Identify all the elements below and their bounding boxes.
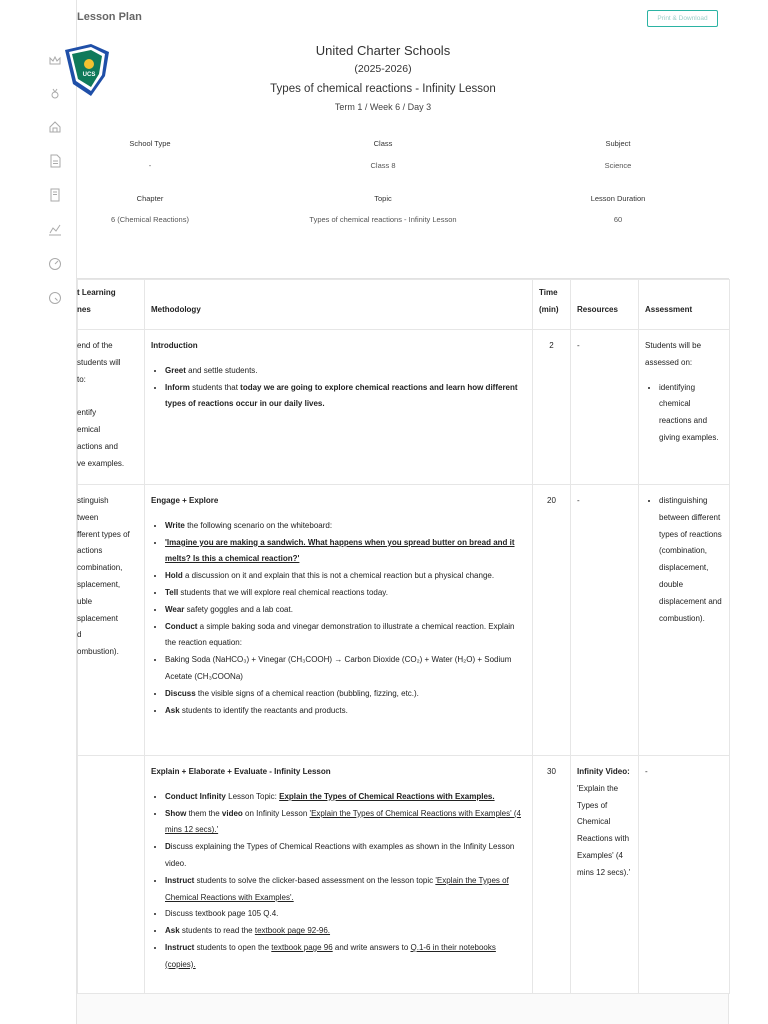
header-methodology: Methodology <box>145 280 533 330</box>
term-week-day: Term 1 / Week 6 / Day 3 <box>334 102 432 112</box>
print-download-button[interactable]: Print & Download <box>647 10 718 27</box>
school-type-value: - <box>148 161 152 170</box>
lesson-topic-link[interactable]: Explain the Types of Chemical Reactions with Examples. <box>279 791 495 801</box>
lesson-plan-table <box>77 279 730 994</box>
table-header-row <box>78 280 730 330</box>
assessment-cell <box>639 485 730 756</box>
header-outcomes: t Learning nes <box>78 280 145 330</box>
sidebar <box>0 0 77 1024</box>
lesson-table-wrap <box>77 279 729 994</box>
list-item: • Discuss explaining the Types of Chemical Reactions with examples as shown in the Infinity Lesson video. <box>165 839 526 873</box>
list-item: • Discuss the visible signs of a chemical reaction (bubbling, fizzing, etc.). <box>165 686 526 703</box>
table-row <box>78 485 730 756</box>
lesson-header <box>77 38 729 279</box>
list-item: • identifying chemical reactions and giving examples. <box>659 380 723 447</box>
resources-cell <box>571 756 639 994</box>
time-cell: 20 <box>533 485 571 756</box>
subject-value: Science <box>604 161 632 170</box>
section-title: Introduction <box>151 341 198 350</box>
textbook-page-link[interactable]: textbook page 96 <box>271 942 333 952</box>
list-item: • 'Imagine you are making a sandwich. What happens when you spread butter on bread and it melts? Is this a chemical reaction?' <box>165 535 526 569</box>
assessment-link[interactable]: 'Explain the Types of Chemical Reactions with Examples'. <box>165 875 509 902</box>
list-item: • Instruct students to open the textbook page 96 and write answers to Q.1-6 in their notebooks (copies). <box>165 940 526 974</box>
chapter-label: Chapter <box>136 194 164 203</box>
methodology-cell <box>145 330 533 485</box>
class-value: Class 8 <box>370 161 396 170</box>
home-icon[interactable] <box>47 119 63 135</box>
assessment-cell: - <box>639 756 730 994</box>
assessment-cell: Students will be assessed on: • identifying chemical reactions and giving examples. <box>639 330 730 485</box>
questions-link[interactable]: Q.1-6 in their notebooks (copies). <box>165 942 496 969</box>
section-title: Engage + Explore <box>151 496 219 505</box>
top-bar <box>77 0 729 40</box>
list-item: • Conduct Infinity Lesson Topic: Explain the Types of Chemical Reactions with Examples. <box>165 789 526 806</box>
methodology-cell <box>145 756 533 994</box>
lesson-plan-content <box>77 38 729 1024</box>
school-type-label: School Type <box>129 139 171 148</box>
textbook-link[interactable]: textbook page 92-96. <box>254 926 331 936</box>
video-link[interactable]: 'Explain the Types of Chemical Reactions with Examples' (4 mins 12 secs).' <box>165 808 521 835</box>
section-title: Explain + Elaborate + Evaluate - Infinity Lesson <box>151 767 331 776</box>
header-resources: Resources <box>571 280 639 330</box>
list-item: • Greet and settle students. <box>165 363 526 380</box>
lesson-title: Types of chemical reactions - Infinity Lesson <box>270 83 496 95</box>
gauge-icon[interactable] <box>47 256 63 272</box>
list-item: • Conduct a simple baking soda and vinegar demonstration to illustrate a chemical reaction. Explain the reaction equation: <box>165 619 526 653</box>
resource-title: Infinity Video: <box>577 767 630 776</box>
header-time: Time (min) <box>533 280 571 330</box>
app-title: Lesson Plan <box>77 11 142 23</box>
resources-cell: - <box>571 330 639 485</box>
header-assessment: Assessment <box>639 280 730 330</box>
logo-text: UCS <box>82 72 96 78</box>
list-item: • Inform students that today we are going to explore chemical reactions and learn how different types of reactions occur in our daily lives. <box>165 380 526 414</box>
academic-year: (2025-2026) <box>354 63 412 75</box>
table-row <box>78 756 730 994</box>
speedometer-icon[interactable] <box>47 290 63 306</box>
list-item: • Discuss textbook page 105 Q.4. <box>165 906 526 923</box>
list-item: • Instruct students to solve the clicker-based assessment on the lesson topic 'Explain the Types of Chemical Reactions with Examples'. <box>165 873 526 907</box>
resources-cell: - <box>571 485 639 756</box>
outcomes-cell: stinguish tween fferent types of actions combination, splacement, uble splacement d ombustion). <box>78 485 145 756</box>
list-item: • Show them the video on Infinity Lesson 'Explain the Types of Chemical Reactions with Examples' (4 mins 12 secs).' <box>165 806 526 840</box>
list-item: • Baking Soda (NaHCO₃) + Vinegar (CH₃COOH) → Carbon Dioxide (CO₂) + Water (H₂O) + Sodium Acetate (CH₃COONa) <box>165 652 526 686</box>
table-row <box>78 330 730 485</box>
methodology-cell <box>145 485 533 756</box>
list-item: • distinguishing between different types of reactions (combination, displacement, double displacement and combustion). <box>659 493 723 627</box>
duration-label: Lesson Duration <box>590 194 646 203</box>
resource-text: 'Explain the Types of Chemical Reactions with Examples' (4 mins 12 secs).' <box>577 783 631 877</box>
list-item: • Tell students that we will explore real chemical reactions today. <box>165 585 526 602</box>
topic-value: Types of chemical reactions - Infinity Lesson <box>309 215 457 224</box>
outcomes-cell: end of the students will to: entify emical actions and ve examples. <box>78 330 145 485</box>
list-item: • Ask students to read the textbook page 92-96. <box>165 923 526 940</box>
class-label: Class <box>373 139 393 148</box>
time-cell: 30 <box>533 756 571 994</box>
subject-label: Subject <box>605 139 631 148</box>
list-item: • Ask students to identify the reactants and products. <box>165 703 526 720</box>
chapter-value: 6 (Chemical Reactions) <box>111 215 189 224</box>
school-name: United Charter Schools <box>315 43 451 58</box>
list-item: • Hold a discussion on it and explain that this is not a chemical reaction but a physical change. <box>165 568 526 585</box>
list-item: • Write the following scenario on the whiteboard: <box>165 518 526 535</box>
time-cell: 2 <box>533 330 571 485</box>
duration-value: 60 <box>613 215 623 224</box>
topic-label: Topic <box>374 194 392 203</box>
list-item: • Wear safety goggles and a lab coat. <box>165 602 526 619</box>
outcomes-cell <box>78 756 145 994</box>
